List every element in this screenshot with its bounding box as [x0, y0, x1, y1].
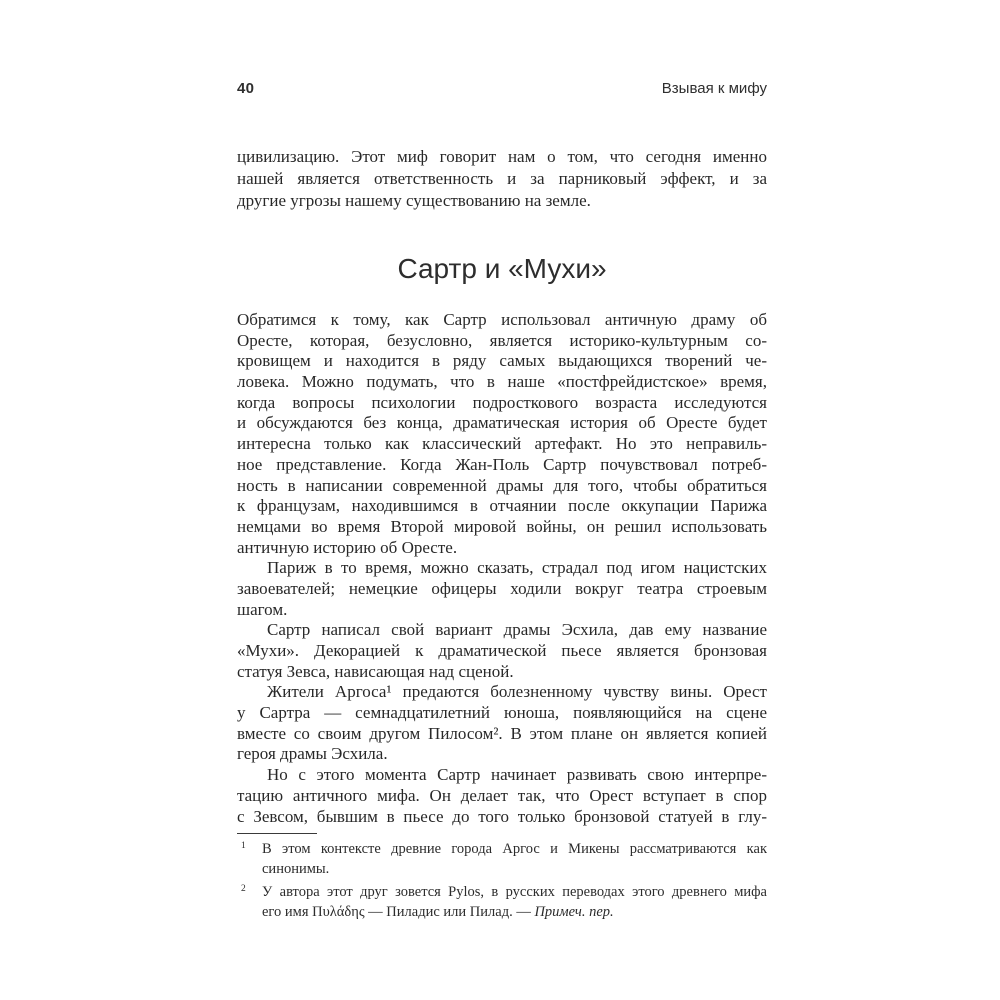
body-text — [237, 310, 767, 827]
text-line: интересна только как классический артефакт. Но это неправиль- — [237, 434, 767, 454]
page-header — [237, 80, 767, 97]
text-line: ное представление. Когда Жан-Поль Сартр почувствовал потреб- — [237, 454, 767, 474]
text-line: вместе со своим другом Пилосом². В этом плане он является копией — [237, 723, 767, 743]
footnote-line: синонимы. — [262, 861, 330, 877]
text-line: нашей является ответственность и за парниковый эффект, и за — [237, 169, 767, 188]
paragraph — [237, 682, 767, 765]
text-line: Обратимся к тому, как Сартр использовал античную драму об — [237, 310, 767, 329]
footnote-line: В этом контексте древние города Аргос и Микены рассматриваются как — [262, 841, 767, 857]
running-title: Взывая к мифу — [661, 80, 767, 97]
text-line: у Сартра — семнадцатилетний юноша, появляющийся на сцене — [237, 703, 767, 723]
text-line: ность в написании современной драмы для того, чтобы обратиться — [237, 475, 767, 495]
text-line: Но с этого момента Сартр начинает развивать свою интерпре- — [267, 765, 767, 785]
text-line: немцами во время Второй мировой войны, он решил использовать — [237, 516, 767, 536]
text-line: «Мухи». Декорацией к драматической пьесе является бронзовая — [237, 641, 767, 660]
text-line: ловека. Можно подумать, что в наше «постфрейдистское» время, — [237, 372, 767, 392]
footnote-marker: 1 — [241, 841, 246, 851]
continuation-paragraph — [237, 147, 767, 213]
paragraph — [237, 765, 767, 827]
paragraph — [237, 558, 767, 620]
text-line: и обсуждаются без конца, драматическая история об Оресте будет — [237, 413, 767, 433]
text-line: героя драмы Эсхила. — [237, 744, 388, 764]
text-line: завоевателей; немецкие офицеры ходили вокруг театра строевым — [237, 578, 767, 598]
translator-note: Примеч. пер. — [534, 904, 614, 920]
text-line: к французам, находившимся в отчаянии после оккупации Парижа — [237, 496, 767, 516]
page-number: 40 — [237, 80, 255, 97]
text-line: шагом. — [237, 599, 288, 619]
text-line: Сартр написал свой вариант драмы Эсхила, дав ему название — [267, 620, 767, 640]
text-line: другие угрозы нашему существованию на земле. — [237, 191, 591, 210]
text-line: с Зевсом, бывшим в пьесе до того только бронзовой статуей в глу- — [237, 806, 767, 826]
footnote-line: У автора этот друг зовется Pylos, в русских переводах этого древнего мифа — [262, 884, 767, 900]
footnote-marker: 2 — [241, 884, 246, 894]
text-line: античную историю об Оресте. — [237, 537, 458, 557]
text-line: Оресте, которая, безусловно, является историко-культурным со- — [237, 330, 767, 350]
text-line: кровищем и находится в ряду самых выдающихся творений че- — [237, 351, 767, 371]
text-line: когда вопросы психологии подросткового возраста исследуются — [237, 392, 767, 412]
text-line: Жители Аргоса¹ предаются болезненному чувству вины. Орест — [267, 682, 767, 702]
footnote — [237, 841, 767, 881]
text-line: цивилизацию. Этот миф говорит нам о том, что сегодня именно — [237, 147, 767, 166]
text-line: тацию античного мифа. Он делает так, что Орест вступает в спор — [237, 785, 767, 805]
section-heading: Сартр и «Мухи» — [397, 253, 607, 284]
footnote — [237, 884, 767, 924]
text-line: статуя Зевса, нависающая над сценой. — [237, 661, 514, 681]
paragraph — [237, 620, 767, 682]
footnotes — [237, 841, 767, 927]
paragraph — [237, 310, 767, 558]
footnote-line: его имя Πυλάδης — Пиладис или Пилад. — Примеч. пер. — [262, 904, 614, 920]
footnote-divider — [237, 833, 317, 834]
text-line: Париж в то время, можно сказать, страдал под игом нацистских — [267, 558, 767, 578]
